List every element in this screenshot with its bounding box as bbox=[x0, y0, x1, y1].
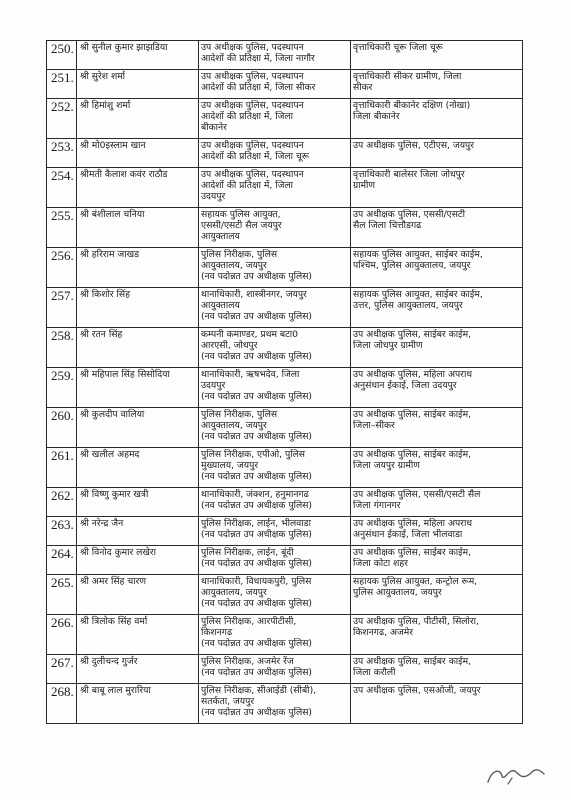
current-posting bbox=[199, 575, 351, 615]
new-posting-line: सैल जिला चित्तौडगढ bbox=[353, 220, 422, 231]
current-posting bbox=[199, 684, 351, 724]
current-posting-line: पुलिस निरीक्षक, अजमेर रेंज bbox=[201, 656, 294, 667]
table-row bbox=[47, 575, 523, 615]
officer-name: श्री हिमांशु शर्मा bbox=[77, 99, 199, 139]
serial-number: 260. bbox=[47, 408, 77, 448]
new-posting-line: वृत्ताधिकारी बीकानेर दक्षिण (नोखा) bbox=[353, 100, 471, 111]
serial-number: 266. bbox=[47, 615, 77, 655]
new-posting bbox=[351, 488, 523, 517]
new-posting-line: वृत्ताधिकारी बालेसर जिला जोधपुर bbox=[353, 169, 465, 180]
current-posting bbox=[199, 368, 351, 408]
current-posting-line: पुलिस निरीक्षक, आरपीटीसी, bbox=[201, 616, 297, 627]
table-row bbox=[47, 615, 523, 655]
table-row bbox=[47, 99, 523, 139]
new-posting-line: सहायक पुलिस आयुक्त, साईबर काईम, bbox=[353, 249, 483, 260]
new-posting bbox=[351, 546, 523, 575]
officer-name: श्री विष्णु कुमार खत्री bbox=[77, 488, 199, 517]
current-posting-line: पुलिस निरीक्षक, लाईन, भीलवाडा bbox=[201, 518, 311, 529]
current-posting-line: (नव पदोन्नत उप अधीक्षक पुलिस) bbox=[201, 638, 312, 649]
current-posting-line: एससी/एसटी सैल जयपुर bbox=[201, 220, 282, 231]
officer-name: श्री सुरेश शर्मा bbox=[77, 70, 199, 99]
current-posting-line: आयुक्तालय, जयपुर bbox=[201, 420, 267, 431]
current-posting-line: उप अधीक्षक पुलिस, पदस्थापन bbox=[201, 140, 304, 151]
new-posting-line: सीकर bbox=[353, 82, 373, 93]
table-row bbox=[47, 70, 523, 99]
current-posting-line: थानाधिकारी, ऋषभदेव, जिला bbox=[201, 369, 300, 380]
current-posting-line: (नव पदोन्नत उप अधीक्षक पुलिस) bbox=[201, 351, 312, 362]
officer-name: श्री रतन सिंह bbox=[77, 328, 199, 368]
table-row bbox=[47, 488, 523, 517]
current-posting bbox=[199, 41, 351, 70]
serial-number: 253. bbox=[47, 139, 77, 168]
officer-name: श्री त्रिलोक सिंह वर्मा bbox=[77, 615, 199, 655]
table-row bbox=[47, 168, 523, 208]
transfer-list-table bbox=[46, 40, 523, 724]
officer-name: श्री अमर सिंह चारण bbox=[77, 575, 199, 615]
serial-number: 252. bbox=[47, 99, 77, 139]
current-posting bbox=[199, 615, 351, 655]
current-posting-line: पुलिस निरीक्षक, पुलिस bbox=[201, 249, 278, 260]
table-row bbox=[47, 517, 523, 546]
current-posting-line: उप अधीक्षक पुलिस, पदस्थापन bbox=[201, 71, 304, 82]
table-row bbox=[47, 208, 523, 248]
officer-name: श्री बंशीलाल चनिया bbox=[77, 208, 199, 248]
new-posting-line: अनुसंधान ईकाई, जिला भीलवाडा bbox=[353, 529, 463, 540]
serial-number: 251. bbox=[47, 70, 77, 99]
new-posting-line: उप अधीक्षक पुलिस, साईबर काईम, bbox=[353, 329, 472, 340]
serial-number: 254. bbox=[47, 168, 77, 208]
new-posting-line: किशनगढ, अजमेर bbox=[353, 627, 414, 638]
current-posting-line: पुलिस निरीक्षक, सीआईडी (सीबी), bbox=[201, 685, 317, 696]
serial-number: 258. bbox=[47, 328, 77, 368]
current-posting-line: (नव पदोन्नत उप अधीक्षक पुलिस) bbox=[201, 271, 312, 282]
current-posting-line: उप अधीक्षक पुलिस, पदस्थापन bbox=[201, 42, 304, 53]
new-posting bbox=[351, 70, 523, 99]
current-posting-line: बीकानेर bbox=[201, 122, 227, 133]
new-posting-line: जिला करौली bbox=[353, 667, 396, 678]
current-posting bbox=[199, 488, 351, 517]
current-posting-line: (नव पदोन्नत उप अधीक्षक पुलिस) bbox=[201, 500, 312, 511]
table-row bbox=[47, 328, 523, 368]
officer-name: श्री किशोर सिंह bbox=[77, 288, 199, 328]
table-row bbox=[47, 546, 523, 575]
current-posting-line: आदेशों की प्रतिक्षा में, जिला सीकर bbox=[201, 82, 316, 93]
current-posting bbox=[199, 99, 351, 139]
handwritten-signature bbox=[482, 752, 552, 792]
officer-name: श्री महिपाल सिंह सिसोदिया bbox=[77, 368, 199, 408]
serial-number: 250. bbox=[47, 41, 77, 70]
serial-number: 259. bbox=[47, 368, 77, 408]
new-posting bbox=[351, 288, 523, 328]
table-row bbox=[47, 248, 523, 288]
current-posting-line: आयुक्तालय bbox=[201, 300, 240, 311]
new-posting-line: उप अधीक्षक पुलिस, एसओजी, जयपुर bbox=[353, 685, 481, 696]
current-posting-line: सतर्कता, जयपुर bbox=[201, 696, 255, 707]
new-posting-line: अनुसंधान ईकाई, जिला उदयपुर bbox=[353, 380, 457, 391]
current-posting-line: आदेशों की प्रतिक्षा में, जिला नागौर bbox=[201, 53, 315, 64]
current-posting-line: आयुक्तालय bbox=[201, 231, 240, 242]
new-posting-line: उप अधीक्षक पुलिस, एटीएस, जयपुर bbox=[353, 140, 475, 151]
transfer-list-body bbox=[47, 41, 523, 724]
current-posting-line: उदयपुर bbox=[201, 380, 226, 391]
officer-name: श्री खलील अहमद bbox=[77, 448, 199, 488]
current-posting-line: किशनगढ bbox=[201, 627, 233, 638]
current-posting bbox=[199, 168, 351, 208]
new-posting-line: उप अधीक्षक पुलिस, साईबर काईम, bbox=[353, 656, 472, 667]
new-posting bbox=[351, 517, 523, 546]
current-posting bbox=[199, 139, 351, 168]
current-posting-line: थानाधिकारी, विधायकपुरी, पुलिस bbox=[201, 576, 312, 587]
new-posting-line: उप अधीक्षक पुलिस, साईबर काईम, bbox=[353, 409, 472, 420]
officer-name: श्री दुलीचन्द गुर्जर bbox=[77, 655, 199, 684]
current-posting bbox=[199, 655, 351, 684]
current-posting-line: पुलिस निरीक्षक, लाईन, बूंदी bbox=[201, 547, 294, 558]
new-posting-line: उप अधीक्षक पुलिस, साईबर काईम, bbox=[353, 449, 472, 460]
new-posting-line: जिला जयपुर ग्रामीण bbox=[353, 460, 420, 471]
serial-number: 267. bbox=[47, 655, 77, 684]
current-posting-line: (नव पदोन्नत उप अधीक्षक पुलिस) bbox=[201, 471, 312, 482]
current-posting-line: (नव पदोन्नत उप अधीक्षक पुलिस) bbox=[201, 431, 312, 442]
current-posting bbox=[199, 408, 351, 448]
current-posting bbox=[199, 70, 351, 99]
serial-number: 256. bbox=[47, 248, 77, 288]
current-posting bbox=[199, 288, 351, 328]
current-posting bbox=[199, 328, 351, 368]
new-posting-line: उत्तर, पुलिस आयुक्तालय, जयपुर bbox=[353, 300, 463, 311]
current-posting-line: (नव पदोन्नत उप अधीक्षक पुलिस) bbox=[201, 529, 312, 540]
new-posting bbox=[351, 408, 523, 448]
new-posting bbox=[351, 655, 523, 684]
current-posting-line: (नव पदोन्नत उप अधीक्षक पुलिस) bbox=[201, 311, 312, 322]
current-posting bbox=[199, 208, 351, 248]
current-posting bbox=[199, 448, 351, 488]
current-posting-line: (नव पदोन्नत उप अधीक्षक पुलिस) bbox=[201, 667, 312, 678]
current-posting-line: (नव पदोन्नत उप अधीक्षक पुलिस) bbox=[201, 558, 312, 569]
new-posting bbox=[351, 368, 523, 408]
table-row bbox=[47, 684, 523, 724]
new-posting bbox=[351, 208, 523, 248]
new-posting-line: जिला गंगानगर bbox=[353, 500, 401, 511]
current-posting-line: आरएसी, जोधपुर bbox=[201, 340, 258, 351]
current-posting-line: (नव पदोन्नत उप अधीक्षक पुलिस) bbox=[201, 598, 312, 609]
new-posting bbox=[351, 99, 523, 139]
current-posting-line: थानाधिकारी, शास्त्रीनगर, जयपुर bbox=[201, 289, 307, 300]
current-posting-line: आयुक्तालय, जयपुर bbox=[201, 587, 267, 598]
officer-name: श्रीमती कैलाश कवंर राठौड bbox=[77, 168, 199, 208]
serial-number: 261. bbox=[47, 448, 77, 488]
serial-number: 255. bbox=[47, 208, 77, 248]
new-posting bbox=[351, 168, 523, 208]
new-posting-line: पश्चिम, पुलिस आयुक्तालय, जयपुर bbox=[353, 260, 471, 271]
current-posting bbox=[199, 546, 351, 575]
new-posting-line: वृत्ताधिकारी चूरू जिला चूरू bbox=[353, 42, 443, 53]
current-posting-line: पुलिस निरीक्षक, एपीओ, पुलिस bbox=[201, 449, 306, 460]
current-posting-line: आदेशों की प्रतिक्षा में, जिला bbox=[201, 111, 294, 122]
table-row bbox=[47, 655, 523, 684]
current-posting-line: उदयपुर bbox=[201, 191, 226, 202]
new-posting bbox=[351, 575, 523, 615]
new-posting-line: जिला–सीकर bbox=[353, 420, 395, 431]
new-posting-line: उप अधीक्षक पुलिस, एससी/एसटी सैल bbox=[353, 489, 481, 500]
new-posting bbox=[351, 139, 523, 168]
new-posting bbox=[351, 328, 523, 368]
serial-number: 264. bbox=[47, 546, 77, 575]
new-posting-line: उप अधीक्षक पुलिस, महिला अपराध bbox=[353, 369, 472, 380]
new-posting bbox=[351, 448, 523, 488]
current-posting-line: थानाधिकारी, जंक्शन, हनुमानगढ bbox=[201, 489, 309, 500]
current-posting bbox=[199, 248, 351, 288]
officer-name: श्री नरेन्द्र जैन bbox=[77, 517, 199, 546]
new-posting-line: सहायक पुलिस आयुक्त, साईबर काईम, bbox=[353, 289, 483, 300]
table-row bbox=[47, 448, 523, 488]
current-posting-line: उप अधीक्षक पुलिस, पदस्थापन bbox=[201, 100, 304, 111]
officer-name: श्री हरिराम जाखड bbox=[77, 248, 199, 288]
new-posting-line: जिला कोटा शहर bbox=[353, 558, 408, 569]
officer-name: श्री बाबू लाल मुरारिया bbox=[77, 684, 199, 724]
current-posting-line: (नव पदोन्नत उप अधीक्षक पुलिस) bbox=[201, 391, 312, 402]
new-posting-line: पुलिस आयुक्तालय, जयपुर bbox=[353, 587, 442, 598]
new-posting-line: ग्रामीण bbox=[353, 180, 376, 191]
new-posting-line: जिला बीकानेर bbox=[353, 111, 400, 122]
current-posting-line: आयुक्तालय, जयपुर bbox=[201, 260, 267, 271]
new-posting-line: उप अधीक्षक पुलिस, पीटीसी, सिलोरा, bbox=[353, 616, 479, 627]
serial-number: 262. bbox=[47, 488, 77, 517]
serial-number: 263. bbox=[47, 517, 77, 546]
current-posting-line: उप अधीक्षक पुलिस, पदस्थापन bbox=[201, 169, 304, 180]
new-posting-line: उप अधीक्षक पुलिस, साईबर काईम, bbox=[353, 547, 472, 558]
serial-number: 268. bbox=[47, 684, 77, 724]
table-row bbox=[47, 288, 523, 328]
current-posting-line: आदेशों की प्रतिक्षा में, जिला चूरू bbox=[201, 151, 309, 162]
new-posting-line: जिला जोधपुर ग्रामीण bbox=[353, 340, 423, 351]
new-posting bbox=[351, 615, 523, 655]
new-posting bbox=[351, 41, 523, 70]
table-row bbox=[47, 41, 523, 70]
current-posting-line: मुख्यालय, जयपुर bbox=[201, 460, 259, 471]
new-posting-line: उप अधीक्षक पुलिस, महिला अपराध bbox=[353, 518, 472, 529]
new-posting-line: उप अधीक्षक पुलिस, एससी/एसटी bbox=[353, 209, 465, 220]
table-row bbox=[47, 408, 523, 448]
current-posting-line: सहायक पुलिस आयुक्त, bbox=[201, 209, 281, 220]
officer-name: श्री विनोद कुमार लखेरा bbox=[77, 546, 199, 575]
current-posting-line: (नव पदोन्नत उप अधीक्षक पुलिस) bbox=[201, 707, 312, 718]
new-posting bbox=[351, 248, 523, 288]
current-posting bbox=[199, 517, 351, 546]
new-posting-line: सहायक पुलिस आयुक्त, कन्ट्रोल रूम, bbox=[353, 576, 478, 587]
officer-name: श्री सुनील कुमार झाझडिया bbox=[77, 41, 199, 70]
serial-number: 257. bbox=[47, 288, 77, 328]
table-row bbox=[47, 368, 523, 408]
new-posting bbox=[351, 684, 523, 724]
table-row bbox=[47, 139, 523, 168]
current-posting-line: आदेशों की प्रतिक्षा में, जिला bbox=[201, 180, 294, 191]
current-posting-line: पुलिस निरीक्षक, पुलिस bbox=[201, 409, 278, 420]
officer-name: श्री कुलदीप वालिया bbox=[77, 408, 199, 448]
officer-name: श्री मो0इस्लाम खान bbox=[77, 139, 199, 168]
current-posting-line: कम्पनी कमाण्डर, प्रथम बटा0 bbox=[201, 329, 299, 340]
new-posting-line: वृत्ताधिकारी सीकर ग्रामीण, जिला bbox=[353, 71, 462, 82]
serial-number: 265. bbox=[47, 575, 77, 615]
